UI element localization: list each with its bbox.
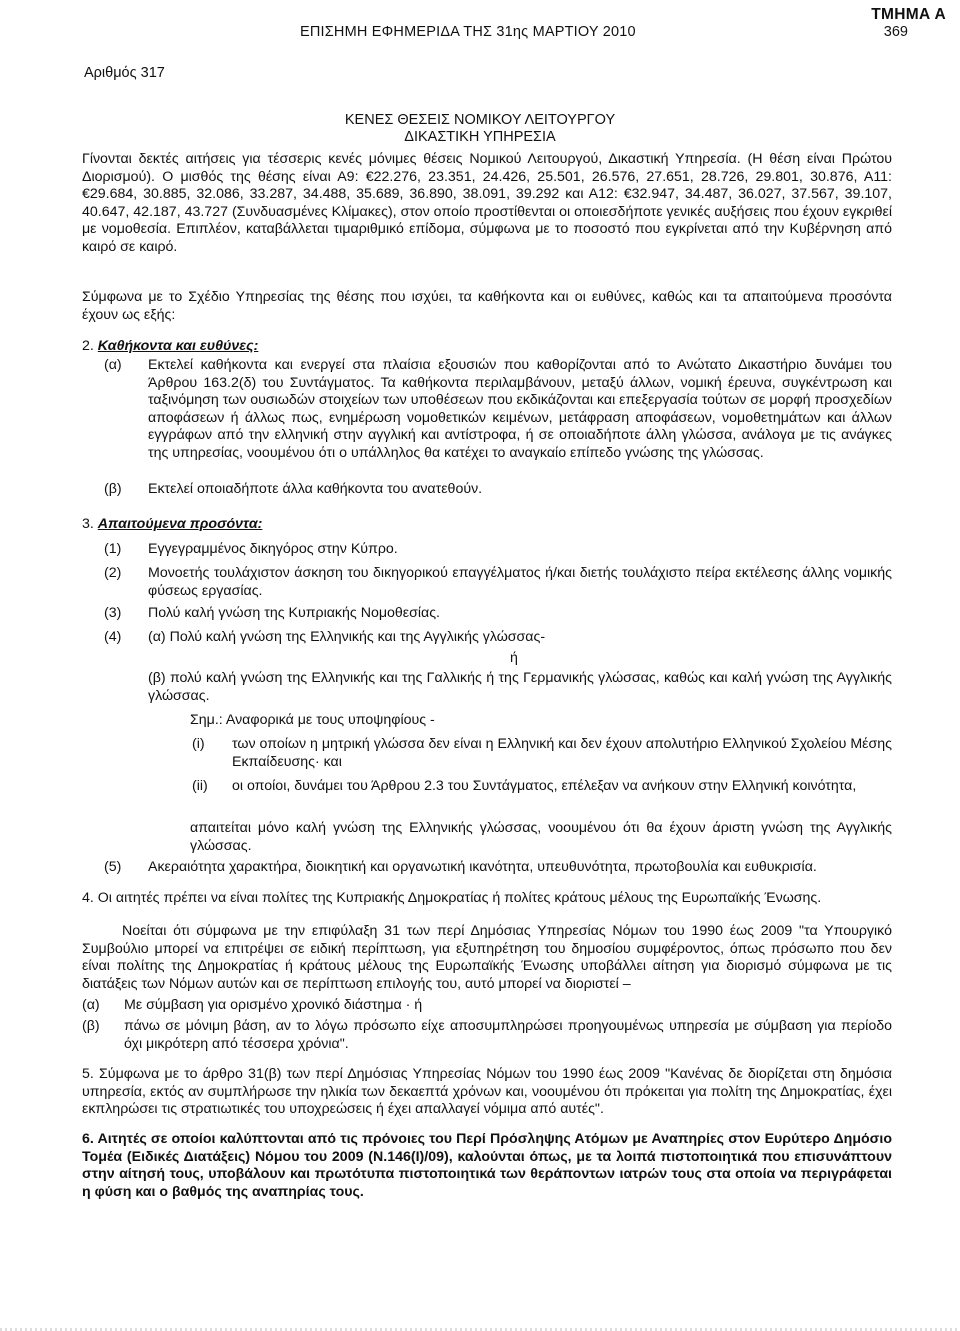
title-line-2: ΔΙΚΑΣΤΙΚΗ ΥΠΗΡΕΣΙΑ (404, 129, 556, 145)
gazette-title: ΕΠΙΣΗΜΗ ΕΦΗΜΕΡΙΔΑ ΤΗΣ 31ης ΜΑΡΤΙΟΥ 2010 (300, 24, 636, 40)
duties-title: Καθήκοντα και ευθύνες: (97, 338, 259, 354)
duties-b-label: (β) (104, 481, 122, 497)
duties-a-label: (α) (104, 357, 122, 373)
paragraph-6: 6. Αιτητές σε οποίοι καλύπτονται από τις πρόνοιες του Περί Πρόσληψης Ατόμων με Αναπηρίες στον Ευρύτερο Δημόσιο Τομέα (Ειδικές Διατάξεις) Νόμου του 2009 (Ν.146(Ι)/09), καλούνται όπως, με τα λοιπά πιστοποιητικά που επισυνάπτουν στην αίτησή τους, υποβάλουν και πρωτότυπα πιστοποιητικά των θεράποντων ιατρών τους στα οποία να περιγράφεται η φύση και ο βαθμός της αναπηρίας τους. (82, 1131, 892, 1200)
qualifications-title: Απαιτούμενα προσόντα: (97, 516, 263, 532)
paragraph-4-proviso: Νοείται ότι σύμφωνα με την επιφύλαξη 31 των περί Δημόσιας Υπηρεσίας Νόμων του 1990 έως 2009 "τα Υπουργικό Συμβούλιο μπορεί να επιτρέψει σε ειδική περίπτωση, για εξυπηρέτηση του δημοσίου συμφέροντος, όπως πρόσωπο που δεν είναι πολίτης της Δημοκρατίας ή κράτους μέλους της Ευρωπαϊκής Ένωσης υποβάλλει αίτηση για διορισμό σύμφωνα με τις διατάξεις των Νόμων αυτών και σε περίπτωση επιλογής του, αυτό μπορεί να διοριστεί – (82, 923, 892, 992)
page-number: 369 (883, 24, 908, 40)
q4-or: ή (510, 650, 518, 666)
duties-b-text: Εκτελεί οποιαδήποτε άλλα καθήκοντα του ανατεθούν. (148, 481, 483, 497)
q4-label: (4) (104, 629, 122, 645)
q5-text: Ακεραιότητα χαρακτήρα, διοικητική και οργανωτική ικανότητα, υπευθυνότητα, πρωτοβουλία και ευθυκρισία. (148, 859, 817, 875)
duties-a-text: Εκτελεί καθήκοντα και ενεργεί στα πλαίσια εξουσιών που καθορίζονται από το Ανώτατο Δικαστήριο δυνάμει του Άρθρου 163.2(δ) του Συντάγματος. Τα καθήκοντα περιλαμβάνουν, μεταξύ άλλων, νομική έρευνα, συγκέντρωση και ταξινόμηση των ουσιωδών στοιχείων των υποθέσεων που εκδικάζονται και επεξεργασία τούτων σε μορφή προσχεδίων αποφάσεων ή άλλως πως, ενημέρωση νομοθετικών κειμένων, μετάφραση αποφάσεων, νομοθετημάτων και άλλων εγγράφων από την ελληνική στην αγγλική και αντίστροφα, ή σε οποιαδήποτε άλλη γλώσσα, ανάλογα με τις ανάγκες της υπηρεσίας, νοουμένου ότι ο υπάλληλος θα κατέχει το αναγκαίο επίπεδο γνώσης της γλώσσας. (148, 357, 892, 461)
note-ii-text: οι οποίοι, δυνάμει του Άρθρου 2.3 του Συντάγματος, επέλεξαν να ανήκουν στην Ελληνική κοινότητα, (232, 778, 857, 794)
title-line-1: ΚΕΝΕΣ ΘΕΣΕΙΣ ΝΟΜΙΚΟΥ ΛΕΙΤΟΥΡΓΟΥ (344, 112, 616, 128)
note-i-text: των οποίων η μητρική γλώσσα δεν είναι η Ελληνική και δεν έχουν απολυτήριο Ελληνικού Σχολείου Μέσης Εκπαίδευσης· και (232, 736, 892, 770)
paragraph-5: 5. Σύμφωνα με το άρθρο 31(β) των περί Δημόσιας Υπηρεσίας Νόμων του 1990 έως 2009 "Κανένας δε διορίζεται στη δημόσια υπηρεσία, εκτός αν συμπλήρωσε την ηλικία των δεκαεπτά χρόνων και, νοουμένου ότι πρόκειται για πολίτη της Δημοκρατίας, έχει εκπληρώσει τις στρατιωτικές του υποχρεώσεις ή έχει απαλλαγεί νόμιμα από αυτές". (82, 1066, 892, 1118)
duties-number: 2. (82, 338, 94, 354)
p4-a-text: Με σύμβαση για ορισμένο χρονικό διάστημα · ή (124, 997, 423, 1013)
intro-paragraph: Γίνονται δεκτές αιτήσεις για τέσσερις κενές μόνιμες θέσεις Νομικού Λειτουργού, Δικαστική Υπηρεσία. (Η θέση είναι Πρώτου Διορισμού). Ο μισθός της θέσης είναι Α9: €22.276, 23.351, 24.426, 25.501, 26.576, 27.651, 28.726, 29.801, 30.876, Α11: €29.684, 30.885, 32.086, 33.287, 34.488, 35.689, 36.890, 38.091, 39.292 και Α12: €32.947, 34.487, 36.027, 37.567, 39.107, 40.647, 42.187, 43.727 (Συνδυασμένες Κλίμακες), στον οποίο προστίθενται οι οποιεσδήποτε γενικές αυξήσεις που έχουν εγκριθεί με νομοθεσία. Επιπλέον, καταβάλλεται τιμαριθμικό επίδομα, σύμφωνα με το ποσοστό που εγκρίνεται από την Κυβέρνηση από καιρό σε καιρό. (82, 151, 892, 255)
q1-text: Εγγεγραμμένος δικηγόρος στην Κύπρο. (148, 541, 398, 557)
note-label: Σημ.: Αναφορικά με τους υποψηφίους - (190, 712, 435, 728)
q1-label: (1) (104, 541, 122, 557)
note-tail: απαιτείται μόνο καλή γνώση της Ελληνικής γλώσσας, νοουμένου ότι θα έχουν άριστη γνώση της Αγγλικής γλώσσας. (190, 820, 892, 854)
scheme-intro: Σύμφωνα με το Σχέδιο Υπηρεσίας της θέσης που ισχύει, τα καθήκοντα και οι ευθύνες, καθώς και τα απαιτούμενα προσόντα έχουν ως εξής: (82, 289, 892, 323)
q2-label: (2) (104, 565, 122, 581)
paragraph-4: 4. Οι αιτητές πρέπει να είναι πολίτες της Κυπριακής Δημοκρατίας ή πολίτες κράτους μέλους της Ευρωπαϊκής Ένωσης. (82, 890, 822, 906)
q5-label: (5) (104, 859, 122, 875)
p4-b-text: πάνω σε μόνιμη βάση, αν το λόγω πρόσωπο είχε αποσυμπληρώσει προηγουμένως υπηρεσία με σύμβαση για περίοδο όχι μικρότερη από τέσσερα χρόνια". (124, 1018, 892, 1052)
note-i-label: (i) (192, 736, 205, 752)
qualifications-heading (82, 516, 262, 534)
p4-a-label: (α) (82, 997, 100, 1013)
duties-heading (82, 338, 258, 356)
q3-text: Πολύ καλή γνώση της Κυπριακής Νομοθεσίας. (148, 605, 440, 621)
q4b-text: (β) πολύ καλή γνώση της Ελληνικής και της Γαλλικής ή της Γερμανικής γλώσσας, καθώς και καλή γνώση της Αγγλικής γλώσσας. (148, 670, 892, 704)
q2-text: Μονοετής τουλάχιστον άσκηση του δικηγορικού επαγγέλματος ή/και διετής τουλάχιστο πείρα εκτέλεσης άλλης νομικής φύσεως εργασίας. (148, 565, 892, 599)
notice-number: Αριθμός 317 (84, 65, 165, 81)
p4-b-label: (β) (82, 1018, 100, 1034)
qualifications-number: 3. (82, 516, 94, 532)
q4a-text: (α) Πολύ καλή γνώση της Ελληνικής και της Αγγλικής γλώσσας- (148, 629, 546, 645)
note-ii-label: (ii) (192, 778, 208, 794)
section-tag: ΤΜΗΜΑ Α (871, 6, 946, 23)
q3-label: (3) (104, 605, 122, 621)
